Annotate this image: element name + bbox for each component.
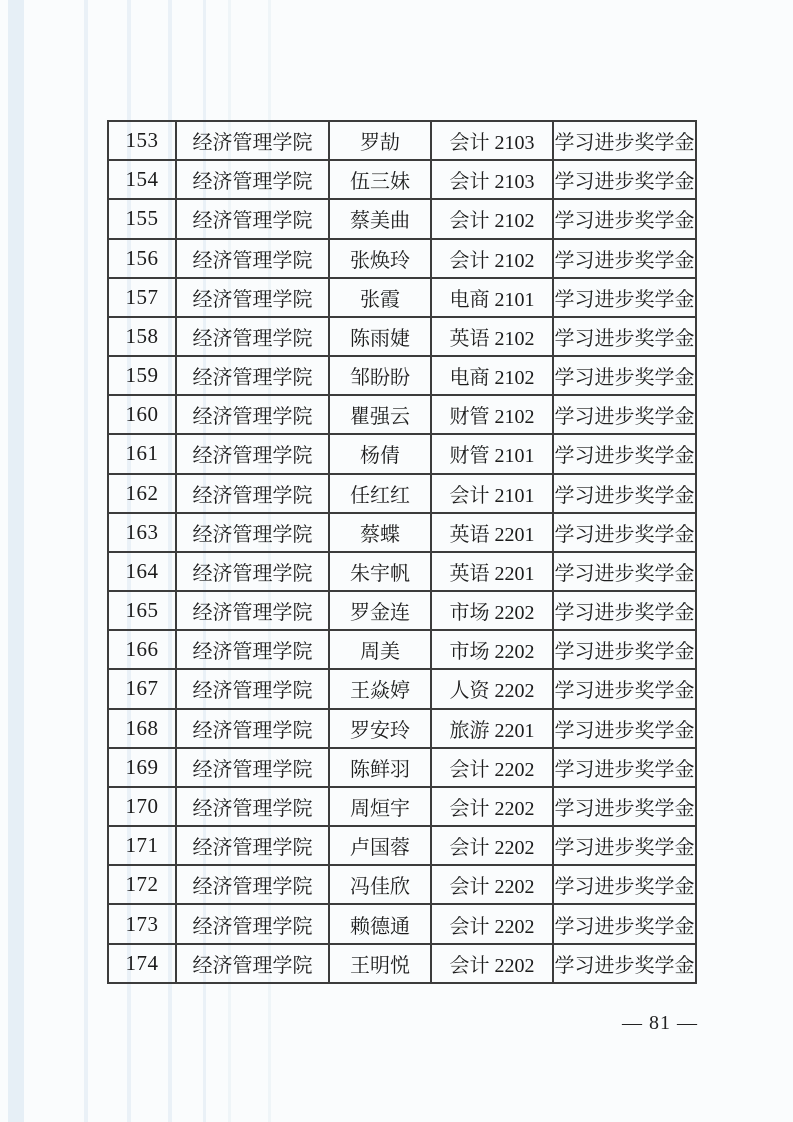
- cell-award: 学习进步奖学金: [553, 865, 696, 904]
- cell-award: 学习进步奖学金: [553, 944, 696, 983]
- cell-award: 学习进步奖学金: [553, 160, 696, 199]
- cell-award: 学习进步奖学金: [553, 787, 696, 826]
- table-row: [108, 278, 696, 317]
- cell-student-name: 陈雨婕: [329, 317, 431, 356]
- cell-class: 会计 2202: [431, 865, 553, 904]
- cell-row-number: 169: [108, 748, 176, 787]
- cell-college: 经济管理学院: [176, 748, 329, 787]
- cell-row-number: 165: [108, 591, 176, 630]
- cell-class: 会计 2202: [431, 944, 553, 983]
- cell-student-name: 邹盼盼: [329, 356, 431, 395]
- cell-award: 学习进步奖学金: [553, 317, 696, 356]
- cell-row-number: 166: [108, 630, 176, 669]
- table-row: [108, 199, 696, 238]
- cell-college: 经济管理学院: [176, 356, 329, 395]
- cell-row-number: 159: [108, 356, 176, 395]
- cell-college: 经济管理学院: [176, 513, 329, 552]
- cell-college: 经济管理学院: [176, 474, 329, 513]
- cell-college: 经济管理学院: [176, 199, 329, 238]
- cell-award: 学习进步奖学金: [553, 278, 696, 317]
- cell-student-name: 王明悦: [329, 944, 431, 983]
- cell-student-name: 卢国蓉: [329, 826, 431, 865]
- cell-class: 市场 2202: [431, 630, 553, 669]
- cell-row-number: 158: [108, 317, 176, 356]
- cell-class: 会计 2202: [431, 787, 553, 826]
- table-row: [108, 865, 696, 904]
- cell-college: 经济管理学院: [176, 944, 329, 983]
- cell-student-name: 王焱婷: [329, 669, 431, 708]
- scan-streak: [8, 0, 24, 1122]
- table-row: [108, 748, 696, 787]
- table-row: [108, 121, 696, 160]
- cell-class: 电商 2101: [431, 278, 553, 317]
- cell-row-number: 161: [108, 434, 176, 473]
- cell-award: 学习进步奖学金: [553, 591, 696, 630]
- cell-award: 学习进步奖学金: [553, 904, 696, 943]
- table-row: [108, 395, 696, 434]
- table-row: [108, 669, 696, 708]
- table-row: [108, 513, 696, 552]
- cell-class: 会计 2103: [431, 160, 553, 199]
- cell-college: 经济管理学院: [176, 591, 329, 630]
- cell-student-name: 蔡蝶: [329, 513, 431, 552]
- cell-student-name: 伍三妹: [329, 160, 431, 199]
- cell-student-name: 任红红: [329, 474, 431, 513]
- cell-award: 学习进步奖学金: [553, 826, 696, 865]
- cell-college: 经济管理学院: [176, 317, 329, 356]
- cell-class: 会计 2102: [431, 199, 553, 238]
- cell-row-number: 170: [108, 787, 176, 826]
- cell-student-name: 朱宇帆: [329, 552, 431, 591]
- cell-student-name: 瞿强云: [329, 395, 431, 434]
- cell-class: 旅游 2201: [431, 709, 553, 748]
- cell-class: 会计 2202: [431, 904, 553, 943]
- cell-award: 学习进步奖学金: [553, 552, 696, 591]
- table-row: [108, 709, 696, 748]
- cell-row-number: 174: [108, 944, 176, 983]
- cell-college: 经济管理学院: [176, 826, 329, 865]
- page-number: — 81 —: [622, 1012, 698, 1034]
- cell-class: 英语 2201: [431, 552, 553, 591]
- cell-class: 财管 2102: [431, 395, 553, 434]
- table-row: [108, 474, 696, 513]
- cell-class: 会计 2102: [431, 239, 553, 278]
- cell-student-name: 张焕玲: [329, 239, 431, 278]
- table-row: [108, 904, 696, 943]
- table-row: [108, 591, 696, 630]
- cell-row-number: 157: [108, 278, 176, 317]
- cell-award: 学习进步奖学金: [553, 474, 696, 513]
- table-row: [108, 787, 696, 826]
- cell-college: 经济管理学院: [176, 278, 329, 317]
- cell-college: 经济管理学院: [176, 239, 329, 278]
- cell-student-name: 赖德通: [329, 904, 431, 943]
- table-row: [108, 826, 696, 865]
- scholarship-table: [107, 120, 697, 984]
- cell-row-number: 153: [108, 121, 176, 160]
- cell-row-number: 173: [108, 904, 176, 943]
- cell-award: 学习进步奖学金: [553, 239, 696, 278]
- cell-award: 学习进步奖学金: [553, 748, 696, 787]
- cell-row-number: 162: [108, 474, 176, 513]
- table-row: [108, 552, 696, 591]
- cell-row-number: 160: [108, 395, 176, 434]
- cell-class: 财管 2101: [431, 434, 553, 473]
- cell-row-number: 168: [108, 709, 176, 748]
- cell-class: 会计 2202: [431, 748, 553, 787]
- cell-award: 学习进步奖学金: [553, 121, 696, 160]
- cell-row-number: 154: [108, 160, 176, 199]
- cell-college: 经济管理学院: [176, 904, 329, 943]
- cell-award: 学习进步奖学金: [553, 513, 696, 552]
- cell-award: 学习进步奖学金: [553, 669, 696, 708]
- cell-award: 学习进步奖学金: [553, 630, 696, 669]
- cell-student-name: 张霞: [329, 278, 431, 317]
- cell-student-name: 蔡美曲: [329, 199, 431, 238]
- cell-row-number: 155: [108, 199, 176, 238]
- cell-row-number: 167: [108, 669, 176, 708]
- cell-award: 学习进步奖学金: [553, 434, 696, 473]
- table-row: [108, 356, 696, 395]
- cell-class: 会计 2101: [431, 474, 553, 513]
- cell-student-name: 罗劼: [329, 121, 431, 160]
- cell-row-number: 172: [108, 865, 176, 904]
- table-row: [108, 434, 696, 473]
- cell-student-name: 冯佳欣: [329, 865, 431, 904]
- cell-class: 英语 2201: [431, 513, 553, 552]
- cell-college: 经济管理学院: [176, 121, 329, 160]
- cell-student-name: 罗金连: [329, 591, 431, 630]
- cell-student-name: 陈鲜羽: [329, 748, 431, 787]
- cell-college: 经济管理学院: [176, 395, 329, 434]
- cell-class: 电商 2102: [431, 356, 553, 395]
- cell-college: 经济管理学院: [176, 630, 329, 669]
- table-row: [108, 239, 696, 278]
- cell-row-number: 163: [108, 513, 176, 552]
- cell-student-name: 杨倩: [329, 434, 431, 473]
- cell-row-number: 164: [108, 552, 176, 591]
- cell-college: 经济管理学院: [176, 709, 329, 748]
- cell-student-name: 罗安玲: [329, 709, 431, 748]
- table-row: [108, 630, 696, 669]
- table-row: [108, 160, 696, 199]
- cell-award: 学习进步奖学金: [553, 199, 696, 238]
- cell-college: 经济管理学院: [176, 669, 329, 708]
- cell-award: 学习进步奖学金: [553, 395, 696, 434]
- cell-award: 学习进步奖学金: [553, 709, 696, 748]
- table-body: [108, 121, 696, 983]
- table-row: [108, 317, 696, 356]
- cell-college: 经济管理学院: [176, 552, 329, 591]
- table-row: [108, 944, 696, 983]
- cell-row-number: 171: [108, 826, 176, 865]
- cell-row-number: 156: [108, 239, 176, 278]
- cell-student-name: 周烜宇: [329, 787, 431, 826]
- cell-college: 经济管理学院: [176, 160, 329, 199]
- cell-college: 经济管理学院: [176, 787, 329, 826]
- cell-class: 会计 2103: [431, 121, 553, 160]
- cell-college: 经济管理学院: [176, 865, 329, 904]
- cell-award: 学习进步奖学金: [553, 356, 696, 395]
- scan-streak: [84, 0, 88, 1122]
- cell-college: 经济管理学院: [176, 434, 329, 473]
- cell-class: 人资 2202: [431, 669, 553, 708]
- cell-class: 会计 2202: [431, 826, 553, 865]
- cell-student-name: 周美: [329, 630, 431, 669]
- cell-class: 市场 2202: [431, 591, 553, 630]
- cell-class: 英语 2102: [431, 317, 553, 356]
